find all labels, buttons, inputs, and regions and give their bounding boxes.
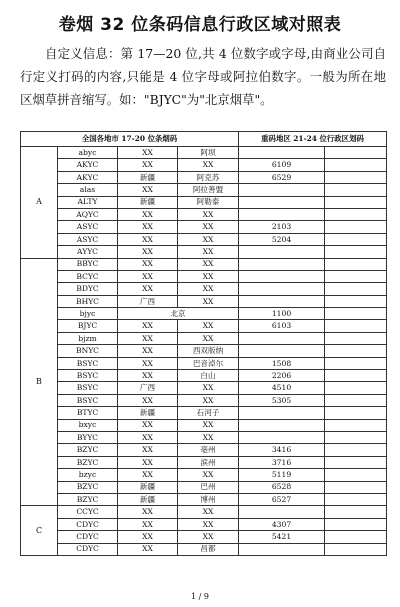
admin-code-cell: 6527 <box>239 493 325 505</box>
blank-cell <box>325 407 387 419</box>
code-cell: AKYC <box>58 171 118 183</box>
table-row <box>21 394 387 406</box>
city-cell: 博州 <box>178 493 239 505</box>
table-row <box>21 543 387 555</box>
table-row <box>21 407 387 419</box>
admin-code-cell: 6528 <box>239 481 325 493</box>
province-cell: XX <box>118 332 178 344</box>
province-cell: XX <box>118 283 178 295</box>
blank-cell <box>325 233 387 245</box>
table-header-row <box>21 132 387 147</box>
blank-cell <box>325 283 387 295</box>
code-cell: BZYC <box>58 481 118 493</box>
city-cell: 阿拉善盟 <box>178 184 239 196</box>
admin-code-cell: 6529 <box>239 171 325 183</box>
city-cell: XX <box>178 332 239 344</box>
code-cell: BZYC <box>58 493 118 505</box>
table-row <box>21 196 387 208</box>
code-cell: BSYC <box>58 394 118 406</box>
admin-code-cell <box>239 345 325 357</box>
province-cell: XX <box>118 444 178 456</box>
table-row <box>21 270 387 282</box>
admin-code-cell <box>239 543 325 555</box>
code-cell: BBYC <box>58 258 118 270</box>
province-cell: 新疆 <box>118 407 178 419</box>
province-cell: XX <box>118 419 178 431</box>
province-cell: 新疆 <box>118 493 178 505</box>
blank-cell <box>325 431 387 443</box>
blank-cell <box>325 543 387 555</box>
blank-cell <box>325 469 387 481</box>
code-cell: BSYC <box>58 370 118 382</box>
blank-cell <box>325 493 387 505</box>
table-row <box>21 370 387 382</box>
admin-code-cell: 6109 <box>239 159 325 171</box>
city-cell: XX <box>178 394 239 406</box>
province-cell: XX <box>118 208 178 220</box>
blank-cell <box>325 320 387 332</box>
province-cell: XX <box>118 431 178 443</box>
admin-code-cell <box>239 419 325 431</box>
blank-cell <box>325 208 387 220</box>
intro-paragraph <box>20 42 386 111</box>
province-cell: XX <box>118 258 178 270</box>
blank-cell <box>325 147 387 159</box>
blank-cell <box>325 258 387 270</box>
blank-cell <box>325 394 387 406</box>
admin-code-cell <box>239 283 325 295</box>
table-row <box>21 171 387 183</box>
admin-code-cell <box>239 270 325 282</box>
code-cell: BHYC <box>58 295 118 307</box>
admin-code-cell <box>239 295 325 307</box>
blank-cell <box>325 171 387 183</box>
city-cell: XX <box>178 506 239 518</box>
blank-cell <box>325 357 387 369</box>
code-cell: bjyc <box>58 308 118 320</box>
table-row <box>21 518 387 530</box>
province-cell: XX <box>118 531 178 543</box>
admin-code-cell: 2103 <box>239 221 325 233</box>
province-cell: XX <box>118 159 178 171</box>
code-cell: BZYC <box>58 444 118 456</box>
table-row <box>21 419 387 431</box>
city-cell: 阿坝 <box>178 147 239 159</box>
province-cell: 新疆 <box>118 171 178 183</box>
code-cell: CCYC <box>58 506 118 518</box>
admin-code-cell <box>239 431 325 443</box>
code-cell: alas <box>58 184 118 196</box>
blank-cell <box>325 518 387 530</box>
admin-code-cell: 2206 <box>239 370 325 382</box>
province-cell: XX <box>118 394 178 406</box>
city-cell: 滨州 <box>178 456 239 468</box>
province-cell: 广西 <box>118 295 178 307</box>
table-row <box>21 233 387 245</box>
table-row <box>21 444 387 456</box>
city-cell: XX <box>178 295 239 307</box>
city-cell: XX <box>178 382 239 394</box>
blank-cell <box>325 184 387 196</box>
city-cell: XX <box>178 246 239 258</box>
city-cell: XX <box>178 221 239 233</box>
province-cell: XX <box>118 320 178 332</box>
table-row <box>21 382 387 394</box>
table-row <box>21 295 387 307</box>
table-row <box>21 469 387 481</box>
code-cell: CDYC <box>58 531 118 543</box>
code-cell: ALTY <box>58 196 118 208</box>
admin-code-cell: 4307 <box>239 518 325 530</box>
table-row <box>21 320 387 332</box>
page-number: 1 / 9 <box>191 592 209 601</box>
code-cell: abyc <box>58 147 118 159</box>
province-cell: XX <box>118 370 178 382</box>
admin-code-cell <box>239 332 325 344</box>
blank-cell <box>325 444 387 456</box>
province-cell: XX <box>118 469 178 481</box>
city-cell: 阿克苏 <box>178 171 239 183</box>
code-cell: BSYC <box>58 382 118 394</box>
code-cell: AQYC <box>58 208 118 220</box>
region-code-table <box>20 131 387 556</box>
blank-cell <box>325 382 387 394</box>
city-cell: 巴音淖尔 <box>178 357 239 369</box>
header-right: 重码地区 21-24 位行政区划码 <box>239 132 387 147</box>
table-row <box>21 246 387 258</box>
admin-code-cell <box>239 258 325 270</box>
document-title: 卷烟 32 位条码信息行政区域对照表 <box>58 15 342 35</box>
admin-code-cell <box>239 246 325 258</box>
city-cell: 昌都 <box>178 543 239 555</box>
city-cell: XX <box>178 419 239 431</box>
table-row <box>21 221 387 233</box>
code-cell: BSYC <box>58 357 118 369</box>
province-cell: XX <box>118 345 178 357</box>
province-cell: XX <box>118 506 178 518</box>
table-body <box>21 147 387 556</box>
admin-code-cell: 5119 <box>239 469 325 481</box>
code-cell: ASYC <box>58 221 118 233</box>
city-cell: 巴州 <box>178 481 239 493</box>
city-cell: XX <box>178 233 239 245</box>
province-cell: 新疆 <box>118 196 178 208</box>
table-row <box>21 357 387 369</box>
admin-code-cell: 3716 <box>239 456 325 468</box>
admin-code-cell <box>239 506 325 518</box>
blank-cell <box>325 196 387 208</box>
code-cell: BDYC <box>58 283 118 295</box>
blank-cell <box>325 481 387 493</box>
city-cell: XX <box>178 431 239 443</box>
code-cell: BJYC <box>58 320 118 332</box>
city-cell: XX <box>178 270 239 282</box>
city-cell: 石河子 <box>178 407 239 419</box>
admin-code-cell: 5421 <box>239 531 325 543</box>
table-row <box>21 147 387 159</box>
province-cell: XX <box>118 357 178 369</box>
blank-cell <box>325 332 387 344</box>
admin-code-cell: 6103 <box>239 320 325 332</box>
city-cell: XX <box>178 320 239 332</box>
city-cell: 亳州 <box>178 444 239 456</box>
blank-cell <box>325 370 387 382</box>
province-cell: XX <box>118 233 178 245</box>
province-cell: XX <box>118 147 178 159</box>
code-cell: CDYC <box>58 518 118 530</box>
table-row <box>21 531 387 543</box>
city-cell: 白山 <box>178 370 239 382</box>
code-cell: BTYC <box>58 407 118 419</box>
city-cell: XX <box>178 469 239 481</box>
merged-region-cell: 北京 <box>118 308 239 320</box>
province-cell: XX <box>118 184 178 196</box>
blank-cell <box>325 270 387 282</box>
table-row <box>21 184 387 196</box>
blank-cell <box>325 308 387 320</box>
province-cell: XX <box>118 246 178 258</box>
province-cell: XX <box>118 543 178 555</box>
admin-code-cell: 5305 <box>239 394 325 406</box>
blank-cell <box>325 345 387 357</box>
city-cell: XX <box>178 531 239 543</box>
code-cell: bxyc <box>58 419 118 431</box>
admin-code-cell: 1508 <box>239 357 325 369</box>
city-cell: XX <box>178 518 239 530</box>
blank-cell <box>325 456 387 468</box>
intro-text: 自定义信息：第 17—20 位,共 4 位数字或字母,由商业公司自行定义打码的内容,只能是 4 位字母或阿拉伯数字。一般为所在地区烟草拼音缩写。如："BJYC"为"北京烟草"。 <box>20 46 386 107</box>
code-cell: BZYC <box>58 456 118 468</box>
province-cell: XX <box>118 456 178 468</box>
code-cell: BYYC <box>58 431 118 443</box>
blank-cell <box>325 531 387 543</box>
code-cell: bjzm <box>58 332 118 344</box>
admin-code-cell: 3416 <box>239 444 325 456</box>
code-cell: bzyc <box>58 469 118 481</box>
table-row <box>21 506 387 518</box>
admin-code-cell <box>239 147 325 159</box>
table-row <box>21 208 387 220</box>
admin-code-cell: 1100 <box>239 308 325 320</box>
admin-code-cell <box>239 184 325 196</box>
admin-code-cell <box>239 208 325 220</box>
code-cell: ASYC <box>58 233 118 245</box>
admin-code-cell: 4510 <box>239 382 325 394</box>
table-row <box>21 431 387 443</box>
table-row <box>21 456 387 468</box>
blank-cell <box>325 295 387 307</box>
table-row <box>21 159 387 171</box>
city-cell: XX <box>178 208 239 220</box>
table-row <box>21 493 387 505</box>
city-cell: XX <box>178 258 239 270</box>
table-row <box>21 258 387 270</box>
header-left: 全国各地市 17-20 位条烟码 <box>21 132 239 147</box>
province-cell: XX <box>118 270 178 282</box>
blank-cell <box>325 506 387 518</box>
table-row <box>21 345 387 357</box>
province-cell: XX <box>118 221 178 233</box>
city-cell: 西双版纳 <box>178 345 239 357</box>
province-cell: XX <box>118 518 178 530</box>
admin-code-cell <box>239 407 325 419</box>
province-cell: 广西 <box>118 382 178 394</box>
group-letter-cell: A <box>21 147 58 259</box>
admin-code-cell <box>239 196 325 208</box>
code-cell: AKYC <box>58 159 118 171</box>
city-cell: 阿勒泰 <box>178 196 239 208</box>
city-cell: XX <box>178 159 239 171</box>
group-letter-cell: B <box>21 258 58 506</box>
table-row <box>21 283 387 295</box>
code-cell: AYYC <box>58 246 118 258</box>
admin-code-cell: 5204 <box>239 233 325 245</box>
table-row <box>21 481 387 493</box>
province-cell: 新疆 <box>118 481 178 493</box>
blank-cell <box>325 221 387 233</box>
group-letter-cell: C <box>21 506 58 556</box>
code-cell: CDYC <box>58 543 118 555</box>
code-cell: BNYC <box>58 345 118 357</box>
blank-cell <box>325 246 387 258</box>
table-row <box>21 332 387 344</box>
table-row <box>21 308 387 320</box>
code-cell: BCYC <box>58 270 118 282</box>
city-cell: XX <box>178 283 239 295</box>
blank-cell <box>325 159 387 171</box>
blank-cell <box>325 419 387 431</box>
